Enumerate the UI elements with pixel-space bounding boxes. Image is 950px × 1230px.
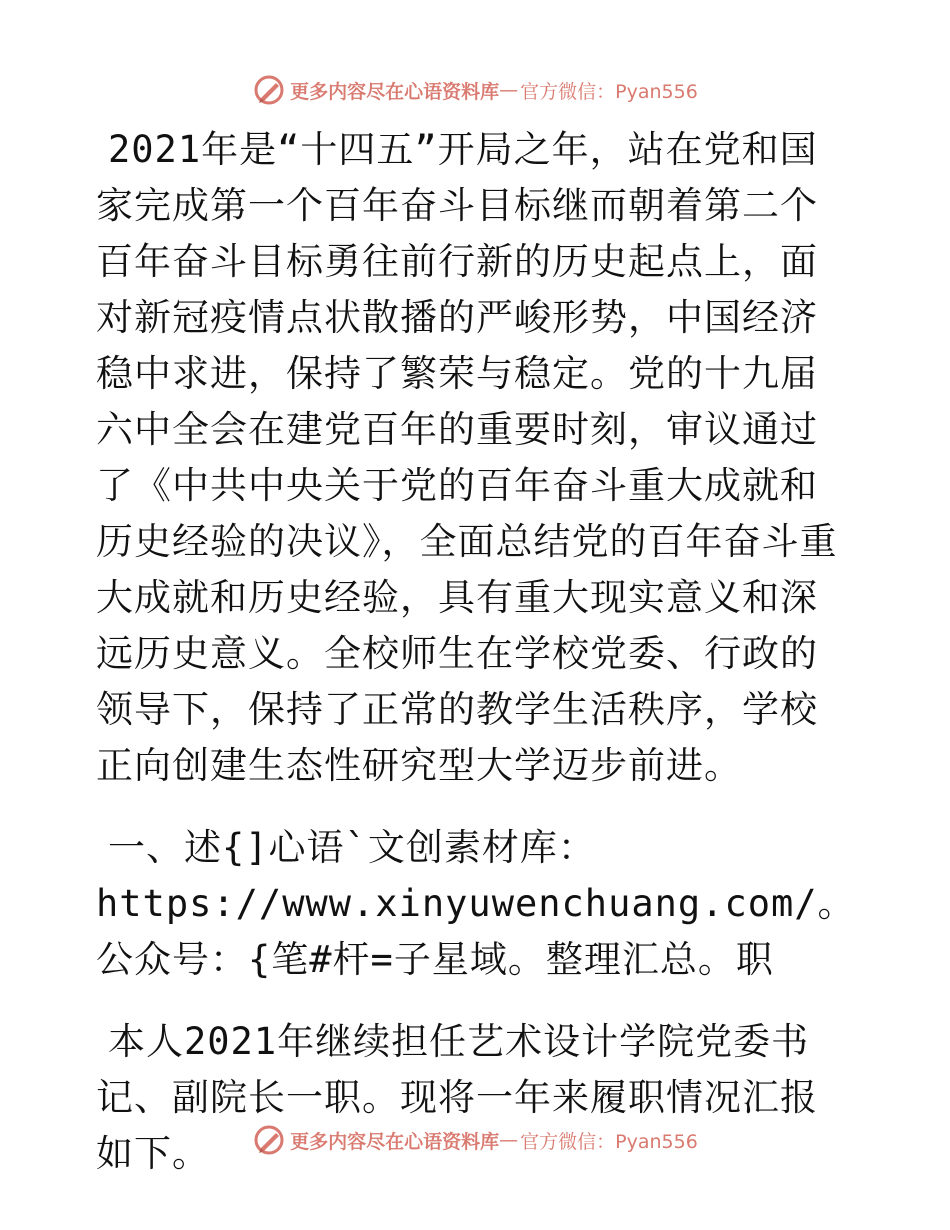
paragraph-intro: 2021年是“十四五”开局之年，站在党和国家完成第一个百年奋斗目标继而朝着第二个百年奋斗目标勇往前行新的历史起点上，面对新冠疫情点状散播的严峻形势，中国经济稳中求进，保持了繁荣与稳定。党的十九届六中全会在建党百年的重要时刻，审议通过了《中共中央关于党的百年奋斗重大成就和历史经验的决议》，全面总结党的百年奋斗重大成就和历史经验，具有重大现实意义和深远历史意义。全校师生在学校党委、行政的领导下，保持了正常的教学生活秩序，学校正向创建生态性研究型大学迈步前进。 xyxy=(96,128,838,787)
document-body xyxy=(96,122,856,1182)
footer-banner-separator: — xyxy=(499,1129,519,1151)
header-banner-wechat: 官方微信：Pyan556 xyxy=(520,80,698,103)
footer-banner-text: 更多内容尽在心语资料库 xyxy=(290,1130,500,1153)
footer-banner xyxy=(0,1120,950,1160)
header-banner-text: 更多内容尽在心语资料库 xyxy=(290,80,500,103)
pen-logo-icon xyxy=(252,1123,286,1157)
paragraph-role: 本人2021年继续担任艺术设计学院党委书记、副院长一职。现将一年来履职情况汇报如下。 xyxy=(96,1020,818,1175)
footer-banner-wechat: 官方微信：Pyan556 xyxy=(520,1130,698,1153)
header-banner xyxy=(0,70,950,110)
pen-logo-icon xyxy=(252,73,286,107)
header-banner-separator: — xyxy=(499,79,519,101)
paragraph-section-heading: 一、述{]心语`文创素材库：https://www.xinyuwenchuang.com/。公众号：{笔#杆=子星域。整理汇总。职 xyxy=(96,826,856,981)
